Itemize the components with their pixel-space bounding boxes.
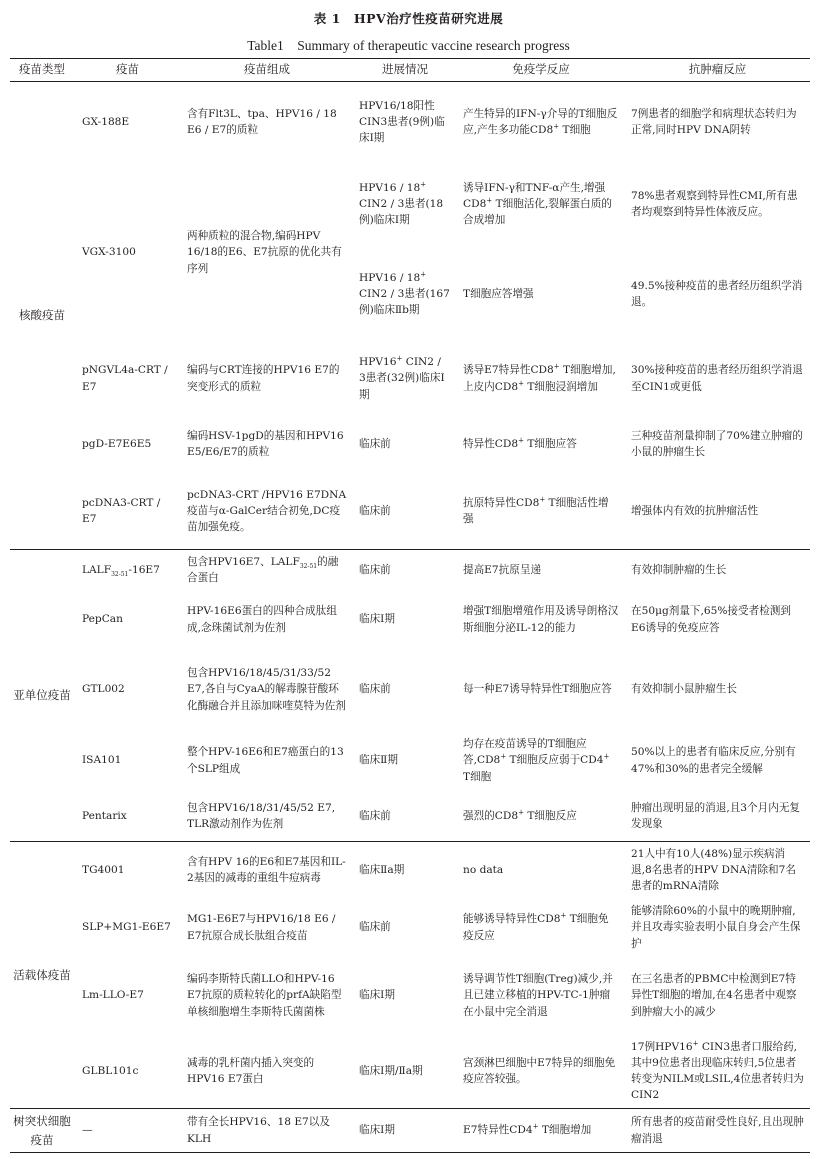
antitumor-cell: 有效抑制肿瘤的生长	[625, 550, 810, 590]
antitumor-cell: 49.5%接种疫苗的患者经历组织学消退。	[631, 279, 803, 308]
immune-cell: 诱导调节性T细胞(Treg)减少,并且已建立移植的HPV-TC-1肿瘤在小鼠中完全消退	[463, 973, 613, 1018]
composition-cell: 包含HPV16/18/45/31/33/52 E7,各自与CyaA的解毒腺苷酸环化酶融合并且添加咪喹莫特为佐剂	[187, 667, 346, 712]
table-row	[10, 899, 810, 957]
antitumor-cell: 肿瘤出现明显的消退,且3个月内无复发现象	[631, 802, 801, 831]
immune-cell: 强烈的CD8+ T细胞反应	[463, 808, 577, 823]
progress-cell: HPV16 / 18+ CIN2 / 3患者(18例)临床Ⅰ期	[359, 180, 444, 227]
composition-cell: 减毒的乳杆菌内插入突变的HPV16 E7蛋白	[187, 1057, 315, 1086]
immune-cell: 诱导E7特异性CD8+ T细胞增加,上皮内CD8+ T细胞浸润增加	[463, 362, 616, 393]
immune-cell: 每一种E7诱导特异性T细胞应答	[463, 683, 612, 696]
progress-cell: 临床Ⅰ期	[359, 613, 395, 626]
antitumor-cell: 21人中有10人(48%)显示疾病消退,8名患者的HPV DNA清除和7名患者的mRNA清除	[625, 842, 810, 899]
table-row	[10, 415, 810, 474]
antitumor-cell: 增强体内有效的抗肿瘤活性	[631, 505, 759, 518]
progress-cell: 临床Ⅰ期/Ⅱa期	[359, 1065, 423, 1078]
group-dendritic-cell: 树突状细胞疫苗	[10, 1109, 74, 1153]
table-row	[10, 343, 810, 415]
progress-cell: 临床Ⅰ期	[359, 989, 395, 1002]
composition-cell: 两种质粒的混合物,编码HPV 16/18的E6、E7抗原的优化共有序列	[187, 230, 342, 275]
header-antitumor-response: 抗肿瘤反应	[625, 59, 810, 82]
antitumor-cell: 三种疫苗剂量抑制了70%建立肿瘤的小鼠的肿瘤生长	[631, 429, 803, 458]
composition-cell: 编码李斯特氏菌LLO和HPV-16 E7抗原的质粒转化的prfA缺陷型单核细胞增生李斯特氏菌菌株	[187, 973, 342, 1018]
vaccine-name: Pentarix	[82, 810, 127, 823]
header-vaccine-type: 疫苗类型	[10, 59, 74, 82]
composition-cell: MG1-E6E7与HPV16/18 E6 / E7抗原合成长肽组合疫苗	[187, 913, 336, 942]
header-progress: 进展情况	[353, 59, 457, 82]
immune-cell: 特异性CD8+ T细胞应答	[463, 436, 577, 450]
composition-cell: 带有全长HPV16、18 E7以及KLH	[181, 1109, 353, 1153]
progress-cell: 临床前	[359, 921, 391, 934]
immune-cell: 能够诱导特异性CD8+ T细胞免疫反应	[463, 911, 609, 942]
group-subunit: 亚单位疫苗	[10, 550, 74, 842]
antitumor-cell: 能够清除60%的小鼠中的晚期肿瘤,并且攻毒实验表明小鼠自身会产生保护	[631, 905, 801, 950]
table-row	[10, 590, 810, 650]
composition-cell: 包含HPV16E7、$LALF_{32-51}$的融合蛋白	[181, 550, 353, 590]
immune-cell: E7特异性CD4+ T细胞增加	[457, 1109, 625, 1153]
table-row	[10, 842, 810, 899]
vaccine-name: pgD-E7E6E5	[82, 437, 152, 450]
vaccine-name: —	[74, 1109, 181, 1153]
progress-cell: 临床前	[359, 683, 391, 696]
antitumor-cell: 有效抑制小鼠肿瘤生长	[631, 683, 737, 696]
vaccine-name: GLBL101c	[82, 1065, 139, 1078]
table-title-english: Table1 Summary of therapeutic vaccine research progress	[247, 38, 570, 53]
header-composition: 疫苗组成	[181, 59, 353, 82]
vaccine-name: pNGVL4a-CRT / E7	[82, 364, 168, 393]
immune-cell: 宫颈淋巴细胞中E7特异的细胞免疫应答较强。	[463, 1057, 616, 1086]
progress-cell: 临床前	[359, 810, 391, 823]
table-row	[10, 1035, 810, 1109]
immune-cell: 均存在疫苗诱导的T细胞应答,CD8+ T细胞反应弱于CD4+ T细胞	[463, 738, 610, 783]
group-nucleic-acid: 核酸疫苗	[10, 82, 74, 550]
table-row	[10, 730, 810, 792]
immune-cell: 产生特异的IFN-γ介导的T细胞反应,产生多功能CD8+ T细胞	[457, 82, 625, 163]
vaccine-name: TG4001	[74, 842, 181, 899]
composition-cell: pcDNA3-CRT /HPV16 E7DNA疫苗与α-GalCer结合初免,DC疫苗加强免疫。	[187, 489, 347, 534]
composition-cell: 含有HPV 16的E6和E7基因和IL-2基因的减毒的重组牛痘病毒	[181, 842, 353, 899]
table-row	[10, 1109, 810, 1153]
header-row	[10, 59, 810, 82]
vaccine-name: pcDNA3-CRT / E7	[82, 497, 161, 526]
table-row	[10, 957, 810, 1035]
composition-cell: 编码HSV-1pgD的基因和HPV16 E5/E6/E7的质粒	[187, 429, 344, 458]
vaccine-name: Lm-LLO-E7	[82, 989, 144, 1002]
table-title: 表 1 HPV治疗性疫苗研究进展	[313, 11, 504, 26]
table-row	[10, 550, 810, 590]
immune-cell: 诱导IFN-γ和TNF-α产生,增强CD8+ T细胞活化,裂解蛋白质的合成增加	[463, 181, 612, 227]
vaccine-name: VGX-3100	[82, 246, 136, 259]
progress-cell: 临床Ⅰ期	[353, 1109, 457, 1153]
composition-cell: 含有Flt3L、tpa、HPV16 / 18 E6 / E7的质粒	[181, 82, 353, 163]
composition-cell: 编码与CRT连接的HPV16 E7的突变形式的质粒	[187, 364, 340, 393]
composition-cell: 整个HPV-16E6和E7癌蛋白的13个SLP组成	[187, 746, 344, 775]
header-vaccine: 疫苗	[74, 59, 181, 82]
antitumor-cell: 50%以上的患者有临床反应,分别有47%和30%的患者完全缓解	[631, 746, 796, 775]
progress-cell: 临床Ⅱ期	[359, 754, 398, 767]
progress-cell: HPV16/18阳性CIN3患者(9例)临床Ⅰ期	[353, 82, 457, 163]
antitumor-cell: 78%患者观察到特异性CMI,所有患者均观察到特异性体液反应。	[631, 189, 798, 218]
antitumor-cell: 30%接种疫苗的患者经历组织学消退至CIN1或更低	[631, 364, 803, 393]
table-row	[10, 163, 810, 246]
progress-cell: 临床前	[353, 550, 457, 590]
vaccine-name: SLP+MG1-E6E7	[82, 921, 171, 934]
vaccine-name: PepCan	[82, 613, 123, 626]
antitumor-cell: 在三名患者的PBMC中检测到E7特异性T细胞的增加,在4名患者中观察到肿瘤大小的减少	[631, 973, 797, 1018]
immune-cell: no data	[457, 842, 625, 899]
composition-cell: 包含HPV16/18/31/45/52 E7, TLR激动剂作为佐剂	[187, 802, 336, 831]
antitumor-cell: 7例患者的细胞学和病理状态转归为正常,同时HPV DNA阴转	[625, 82, 810, 163]
immune-cell: 提高E7抗原呈递	[457, 550, 625, 590]
table-row	[10, 650, 810, 730]
progress-cell: 临床Ⅱa期	[353, 842, 457, 899]
table-row	[10, 82, 810, 163]
table-row	[10, 474, 810, 550]
progress-cell: HPV16+ CIN2 / 3患者(32例)临床Ⅰ期	[359, 354, 445, 401]
vaccine-name: GTL002	[82, 683, 125, 696]
progress-cell: 临床前	[359, 437, 391, 450]
vaccine-name: ISA101	[82, 754, 122, 767]
antitumor-cell: 所有患者的疫苗耐受性良好,且出现肿瘤消退	[625, 1109, 810, 1153]
antitumor-cell: 17例HPV16+ CIN3患者口服给药,其中9位患者出现临床转归,5位患者转变为NILM或LSIL,4位患者转归为CIN2	[631, 1039, 804, 1102]
table-row	[10, 792, 810, 842]
vaccine-table	[10, 58, 810, 1153]
immune-cell: 抗原特异性CD8+ T细胞活性增强	[463, 495, 609, 526]
vaccine-name: GX-188E	[74, 82, 181, 163]
immune-cell: 增强T细胞增殖作用及诱导朗格汉斯细胞分泌IL-12的能力	[463, 605, 619, 634]
immune-cell: T细胞应答增强	[463, 287, 534, 300]
antitumor-cell: 在50μg剂量下,65%接受者检测到E6诱导的免疫应答	[631, 605, 791, 634]
group-live-vector: 活载体疫苗	[10, 842, 74, 1109]
header-immune-response: 免疫学反应	[457, 59, 625, 82]
progress-cell: 临床前	[359, 505, 391, 518]
composition-cell: HPV-16E6蛋白的四种合成肽组成,念珠菌试剂为佐剂	[187, 605, 337, 634]
progress-cell: HPV16 / 18+ CIN2 / 3患者(167例)临床Ⅱb期	[359, 270, 450, 317]
vaccine-name: $LALF_{32-51}-16E7$	[74, 550, 181, 590]
